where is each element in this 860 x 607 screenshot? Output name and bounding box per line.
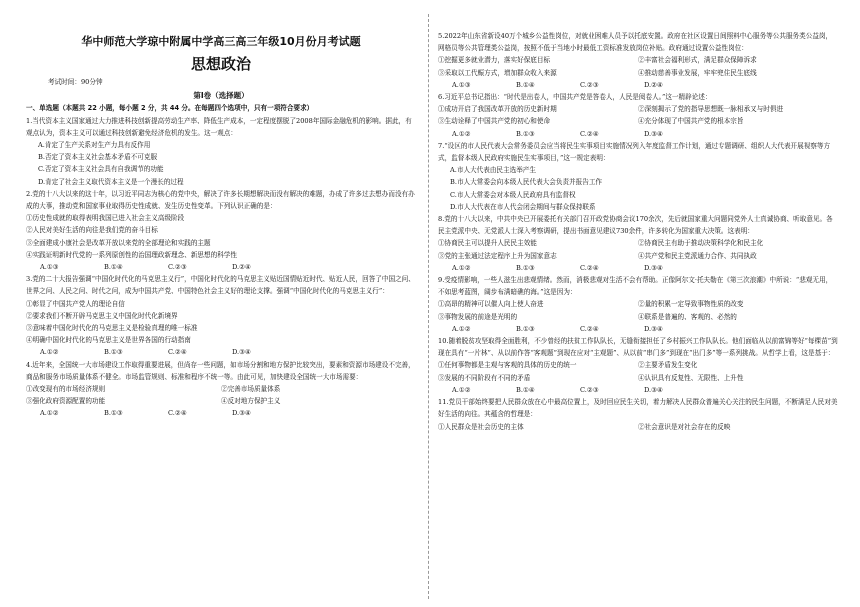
statement-grid (26, 383, 416, 407)
answer-choices (438, 384, 838, 396)
answer-choices (26, 407, 416, 419)
statement-grid (438, 298, 838, 322)
answer-c: C.②③ (580, 80, 599, 89)
statement: ③生动诠释了中国共产党的初心和使命 (438, 117, 551, 126)
question-5 (438, 30, 838, 91)
question-stem: 3.党的二十大报告强调“中国化时代化的马克思主义行”，中国化时代化的马克思主义贴近国情贴近时代、贴近人民，回答了中国之问、世界之问、人民之问、时代之问，成为中国共产党、中国特色社会主义好的理论支撑。强调“中国化时代化的马克思主义行”： (26, 275, 415, 296)
answer-b: B.①③ (104, 348, 123, 357)
statement: ①历史性成就的取得表明我国已进入社会主义高级阶段 (26, 214, 185, 223)
question-stem: 10.随着脱贫攻坚取得全面胜利，不少曾经的扶贫工作队队长，无缝衔接担任了乡村振兴工作队队长。他们面临从以前富锦等好“每棵苗”到现在具有“一片林”、从以前作答“客观题”到现在应对“主观题”、从以前“串门多”到现在“出门多”等一系列挑战。从哲学上看，这是基于： (438, 337, 838, 358)
statement-grid (438, 237, 838, 261)
answer-choices (26, 261, 416, 273)
option-c: C.市人大常委会对本级人民政府具有监督权 (450, 190, 576, 199)
answer-c: C.②④ (580, 324, 599, 333)
question-6 (438, 91, 838, 140)
answer-a: A.①② (40, 348, 59, 357)
section-heading: 一、单选题（本题共 22 小题，每小题 2 分，共 44 分。在每题四个选项中，只有一项符合要求） (26, 104, 314, 113)
answer-d: D.③④ (232, 409, 251, 418)
statement: ④认识具有反复性、无限性、上升性 (638, 373, 744, 382)
question-stem: 1.当代资本主义国家通过大力推进科技创新提高劳动生产率、降低生产成本，一定程度摆脱了2008年国际金融危机的影响。据此，有观点认为，资本主义可以通过科技创新避免经济危机的发生。这一观点： (26, 116, 412, 137)
answer-c: C.②③ (580, 385, 599, 394)
answer-a: A.①② (452, 263, 471, 272)
answer-choices (438, 79, 838, 91)
answer-d: D.②④ (232, 263, 251, 272)
answer-b: B.①③ (104, 409, 123, 418)
statement: ②人民对美好生活的向往是我们党的奋斗目标 (26, 226, 158, 235)
answer-d: D.③④ (644, 263, 663, 272)
statement: ③事物发展的前途是光明的 (438, 312, 518, 321)
question-stem: 4.近年来，全国统一大市场建设工作取得重要进展，但尚存一些问题，如市场分割和地方保护比较突出，要素和资源市场建设不完善，商品和服务市场质量体系不健全。市场监管规则、标准和程序不统一等。由此可见，加快建设全国统一大市场需要： (26, 360, 415, 381)
exam-title: 华中师范大学琼中附属中学高三高三年级10月份月考试题 (81, 35, 361, 48)
answer-a: A.①② (452, 324, 471, 333)
answer-d: D.③④ (644, 129, 663, 138)
answer-c: C.②④ (580, 263, 599, 272)
statement: ④实践证明新时代党的一系列原创性的治国理政新理念、新思想的科学性 (26, 250, 237, 259)
answer-choices (438, 323, 838, 335)
answer-choices (438, 262, 838, 274)
statement-grid (438, 54, 838, 78)
part-title: 第Ⅰ卷（选择题） (193, 91, 249, 101)
statement: ③采取以工代赈方式，增加群众收入来源 (438, 68, 557, 77)
answer-b: B.①③ (516, 129, 535, 138)
statement: ①高昂的精神可以催人向上使人奋进 (438, 300, 544, 309)
question-stem: 5.2022年山东省新设40万个城乡公益性岗位，对就业困难人员予以托底安置。政府在社区设置日间照料中心服务等公共服务类公益岗，网格员等公共管理类公益岗，按照不低于当地小时最低工资标准发放岗位补贴。政府通过设置公益性岗位： (438, 32, 833, 53)
statement: ④明确中国化时代化的马克思主义是世界各国的行动指南 (26, 336, 191, 345)
statement: ②完善市场质量体系 (221, 385, 281, 394)
statement: ②社会意识是对社会存在的反映 (638, 422, 731, 431)
question-stem: 11.党员干部始终要把人民群众放在心中最高位置上，及时回应民生关切，着力解决人民群众普遍关心关注的民生问题，不断满足人民对美好生活的向往。其蕴含的哲理是： (438, 398, 838, 419)
answer-d: D.②④ (644, 80, 663, 89)
option-a: A.肯定了生产关系对生产力具有反作用 (38, 141, 151, 150)
question-9 (438, 274, 838, 335)
question-stem: 8.党的十八大以来，中共中央已开展委托有关部门召开政党协商会议170余次，先后就国家重大问题同党外人士真诚协商、听取意见。各民主党派中央、无党派人士深入考察调研，提出书面意见建议730余件，许多转化为国家重大决策。这表明： (438, 215, 833, 236)
question-7 (438, 140, 838, 213)
answer-a: A.①③ (452, 80, 471, 89)
answer-choices (438, 128, 838, 140)
answer-b: B.①④ (104, 263, 123, 272)
statement: ③意味着中国化时代化的马克思主义是检验真理的唯一标准 (26, 324, 198, 333)
statement: ④反对地方保护主义 (221, 397, 281, 406)
answer-a: A.①② (40, 409, 59, 418)
option-c: C.否定了资本主义社会具有自我调节的功能 (38, 165, 164, 174)
answer-b: B.①④ (516, 80, 535, 89)
question-stem: 2.党的十八大以来的这十年，以习近平同志为核心的党中央，解决了许多长期想解决而没有解决的难题，办成了许多过去想办而没有办成的大事，推动党和国家事业取得历史性成就、发生历史性变革。下列认识正确的是： (26, 189, 415, 211)
answer-b: B.①③ (516, 263, 535, 272)
answer-c: C.②③ (168, 263, 187, 272)
statement-grid (438, 421, 838, 433)
statement: ①挖掘更多就业潜力，落实好保底目标 (438, 56, 551, 65)
question-stem: 7.“设区的市人民代表大会常务委员会应当将民生实事项目实施情况列入年度监督工作计划，通过专题调研、组织人大代表开展视察等方式，监督本级人民政府实施民生实事项目，”这一规定表明： (438, 141, 831, 163)
statement: ①任何事物都是主观与客观的具体的历史的统一 (438, 361, 577, 370)
option-d: D.肯定了社会主义取代资本主义是一个漫长的过程 (38, 177, 184, 186)
option-d: D.市人大代表在市人代会闭会期间与群众保持联系 (450, 202, 596, 211)
answer-d: D.③④ (232, 348, 251, 357)
answer-choices (26, 346, 416, 358)
statement: ②要求我们不断开辟马克思主义中国化时代化新境界 (26, 311, 178, 320)
statement: ①改变现有的市场经济规则 (26, 385, 106, 394)
statement: ③党的主张通过法定程序上升为国家意志 (438, 251, 557, 260)
answer-d: D.③④ (644, 385, 663, 394)
column-divider (428, 14, 429, 599)
statement: ①成功开启了我国改革开放的历史新时期 (438, 105, 557, 114)
statement: ④充分体现了中国共产党的根本宗旨 (638, 117, 744, 126)
question-3 (26, 273, 416, 358)
statement: ②量的积累一定导致事物性质的改变 (638, 300, 744, 309)
statement: ④推动慈善事业发展，牢牢兜住民生底线 (638, 68, 757, 77)
statement: ③全面建成小康社会是改革开放以来党的全部理论和实践的主题 (26, 238, 211, 247)
question-8 (438, 213, 838, 274)
answer-a: A.①② (452, 385, 471, 394)
answer-b: B.①③ (516, 324, 535, 333)
question-10 (438, 335, 838, 396)
question-stem: 9.受疫情影响，一些人滋生出悲观情绪。然而，消极悲观对生活不会有帮助。正像阿尔文·托夫勒在《第三次浪潮》中所说：“悲观无用，不如思考蓝图，阔步布满暗礁的海。”这是因为： (438, 276, 833, 297)
statement: ②主要矛盾发生变化 (638, 361, 698, 370)
answer-c: C.②④ (580, 129, 599, 138)
left-column (26, 20, 416, 420)
answer-c: C.②④ (168, 348, 187, 357)
statement: ③强化政府资源配置的功能 (26, 397, 106, 406)
answer-b: B.①④ (516, 385, 535, 394)
statement-grid (438, 103, 838, 127)
statement: ④联系是普遍的、客观的、必然的 (638, 312, 737, 321)
answer-a: A.①② (452, 129, 471, 138)
statement: ①人民群众是社会历史的主体 (438, 422, 524, 431)
question-1 (26, 115, 416, 188)
statement: ②深刻揭示了党的指导思想既一脉相承又与时俱进 (638, 105, 784, 114)
statement: ②丰富社会福利形式，满足群众保障诉求 (638, 56, 757, 65)
exam-time: 考试时间：90分钟 (48, 78, 103, 86)
question-4 (26, 359, 416, 420)
question-stem: 6.习近平总书记指出：“时代是出卷人，中国共产党是答卷人，人民是阅卷人。”这一精辟论述： (438, 93, 712, 102)
statement: ①彰显了中国共产党人的理论自信 (26, 299, 125, 308)
statement: ④共产党和民主党派通力合作、共同执政 (638, 251, 757, 260)
question-2 (26, 188, 416, 273)
option-b: B.否定了资本主义社会基本矛盾不可克服 (38, 153, 158, 162)
option-a: A.市人大代表由民主选举产生 (450, 166, 536, 175)
statement: ②协商民主有助于推动决策科学化和民主化 (638, 239, 764, 248)
answer-c: C.②④ (168, 409, 187, 418)
statement: ①协商民主可以提升人民民主效能 (438, 239, 537, 248)
statement: ③发展的不同阶段有不同的矛盾 (438, 373, 531, 382)
answer-d: D.③④ (644, 324, 663, 333)
statement-grid (438, 359, 838, 383)
answer-a: A.①③ (40, 263, 59, 272)
right-column (438, 30, 838, 433)
subject-title: 思想政治 (190, 55, 251, 73)
question-11 (438, 396, 838, 433)
option-b: B.市人大常委会向本级人民代表大会负责并报告工作 (450, 178, 603, 187)
